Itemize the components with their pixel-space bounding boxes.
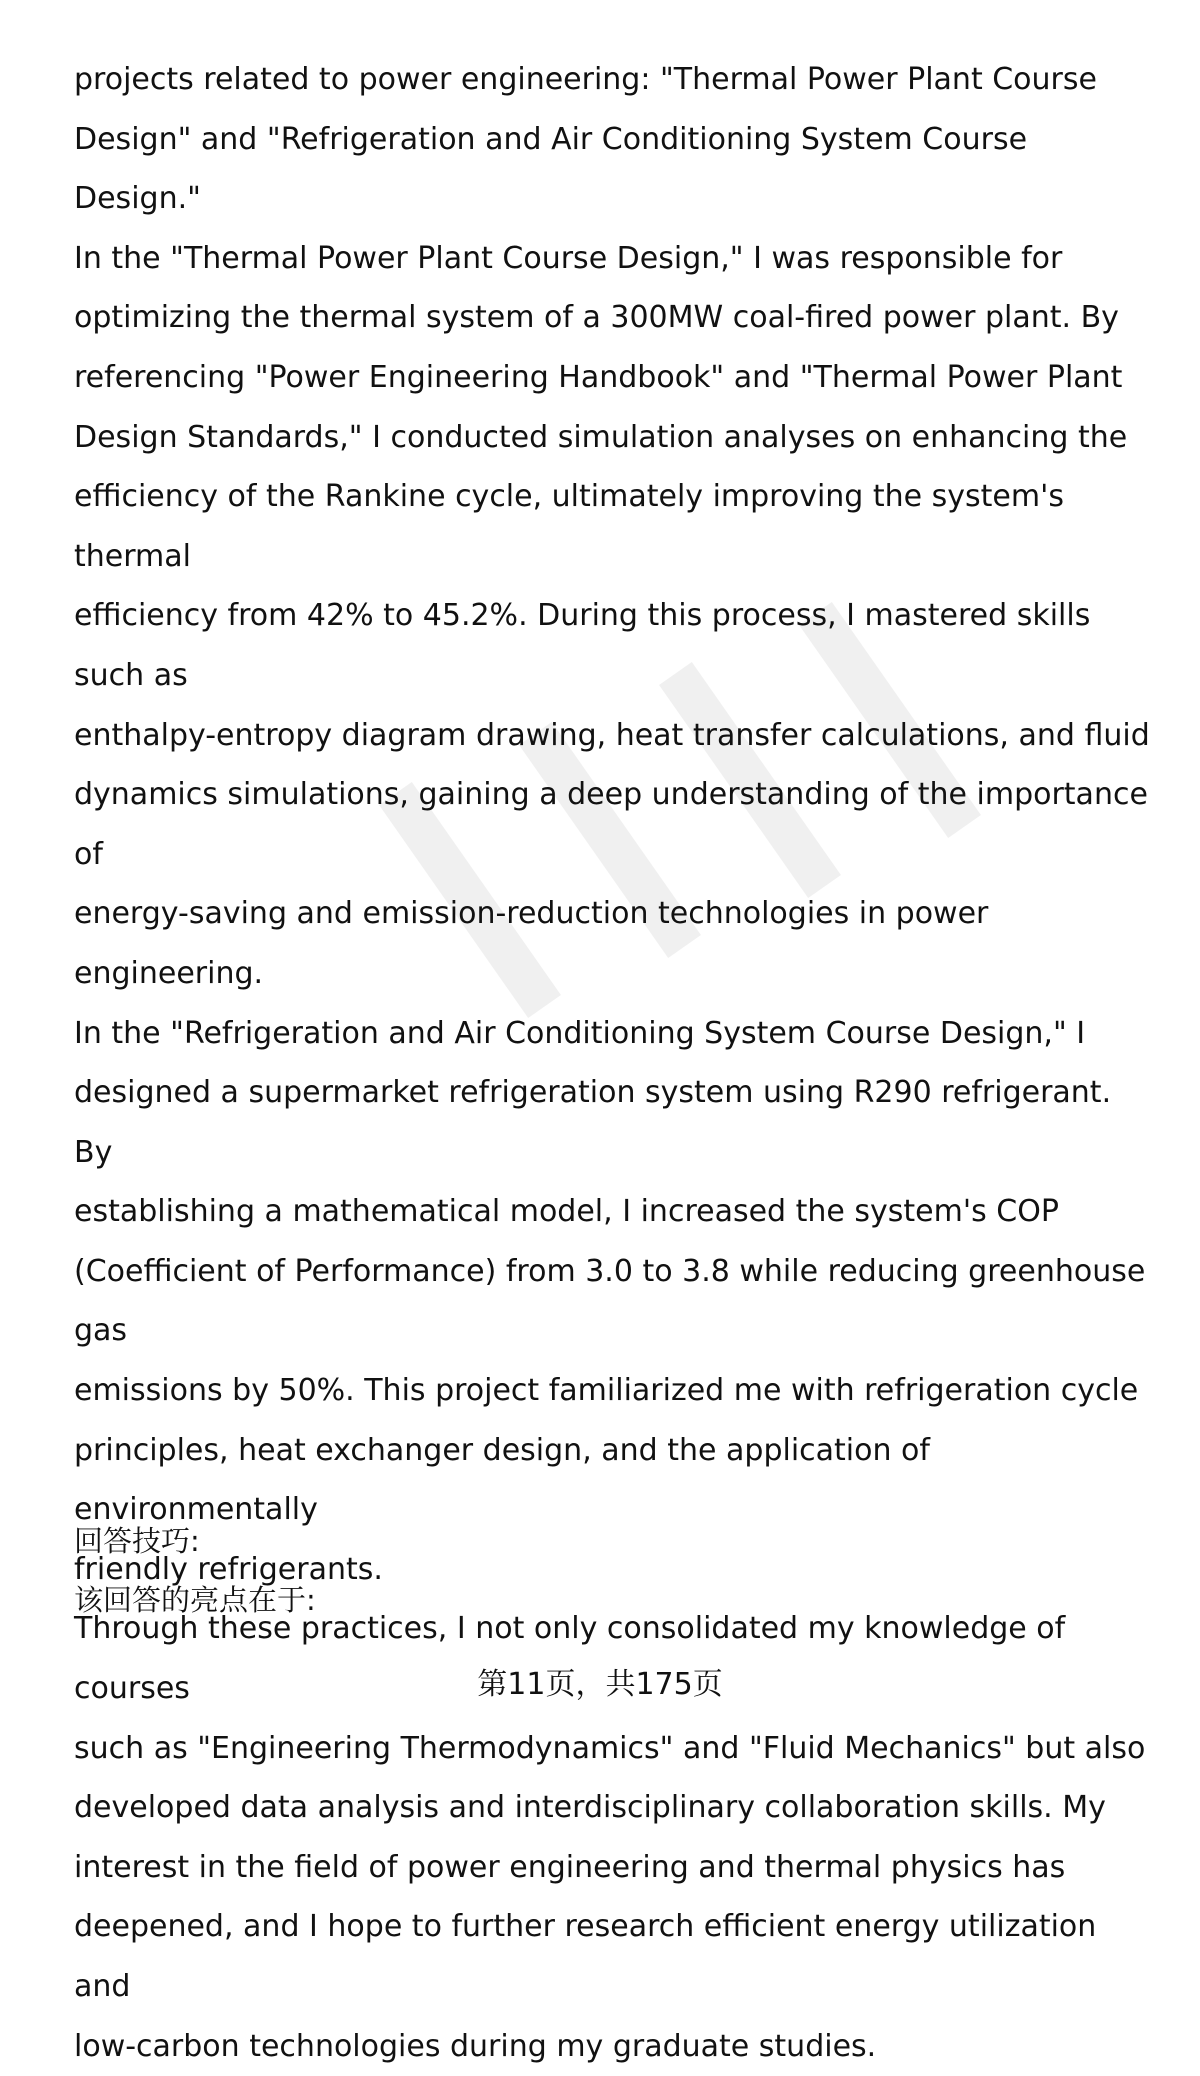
answer-tips [74,1512,316,1630]
text-line: establishing a mathematical model, I increased the system's COP [74,1194,1059,1230]
text-line: optimizing the thermal system of a 300MW coal-fired power plant. By [74,300,1119,336]
text-line: principles, heat exchanger design, and the application of environmentally [74,1432,940,1528]
text-line: enthalpy-entropy diagram drawing, heat transfer calculations, and fluid [74,717,1150,753]
text-line: efficiency from 42% to 45.2%. During this process, I mastered skills such as [74,598,1100,693]
text-line: dynamics simulations, gaining a deep understanding of the importance of [74,777,1158,872]
text-line: deepened, and I hope to further research efficient energy utilization and [74,1909,1106,2004]
text-line: designed a supermarket refrigeration system using R290 refrigerant. By [74,1075,1121,1170]
text-line: Through these practices, I not only consolidated my knowledge of courses [74,1611,1075,1707]
tips-heading: 回答技巧: [74,1524,200,1558]
text-line: energy-saving and emission-reduction technologies in power engineering. [74,896,998,991]
highlights-heading: 该回答的亮点在于: [74,1583,316,1617]
text-line: emissions by 50%. This project familiarized me with refrigeration cycle [74,1373,1139,1409]
text-line: In the "Refrigeration and Air Conditioning System Course Design," I [74,1015,1086,1051]
main-text [74,50,1158,2076]
text-line: Design" and "Refrigeration and Air Conditioning System Course Design." [74,121,1037,217]
text-line: friendly refrigerants. [74,1551,383,1587]
text-line: interest in the field of power engineering and thermal physics has [74,1849,1066,1885]
text-line: In the "Thermal Power Plant Course Design," I was responsible for [74,240,1063,276]
text-line: developed data analysis and interdisciplinary collaboration skills. My [74,1790,1106,1826]
page-number: 第11页，共175页 [477,1667,723,1702]
text-line: efficiency of the Rankine cycle, ultimately improving the system's thermal [74,479,1074,574]
text-line: low-carbon technologies during my graduate studies. [74,2028,877,2064]
text-line: referencing "Power Engineering Handbook" and "Thermal Power Plant [74,359,1123,395]
text-line: projects related to power engineering: "Thermal Power Plant Course [74,62,1097,97]
text-line: such as "Engineering Thermodynamics" and "Fluid Mechanics" but also [74,1730,1146,1766]
text-line: Design Standards," I conducted simulation analyses on enhancing the [74,419,1128,455]
text-line: (Coefficient of Performance) from 3.0 to 3.8 while reducing greenhouse gas [74,1253,1155,1349]
